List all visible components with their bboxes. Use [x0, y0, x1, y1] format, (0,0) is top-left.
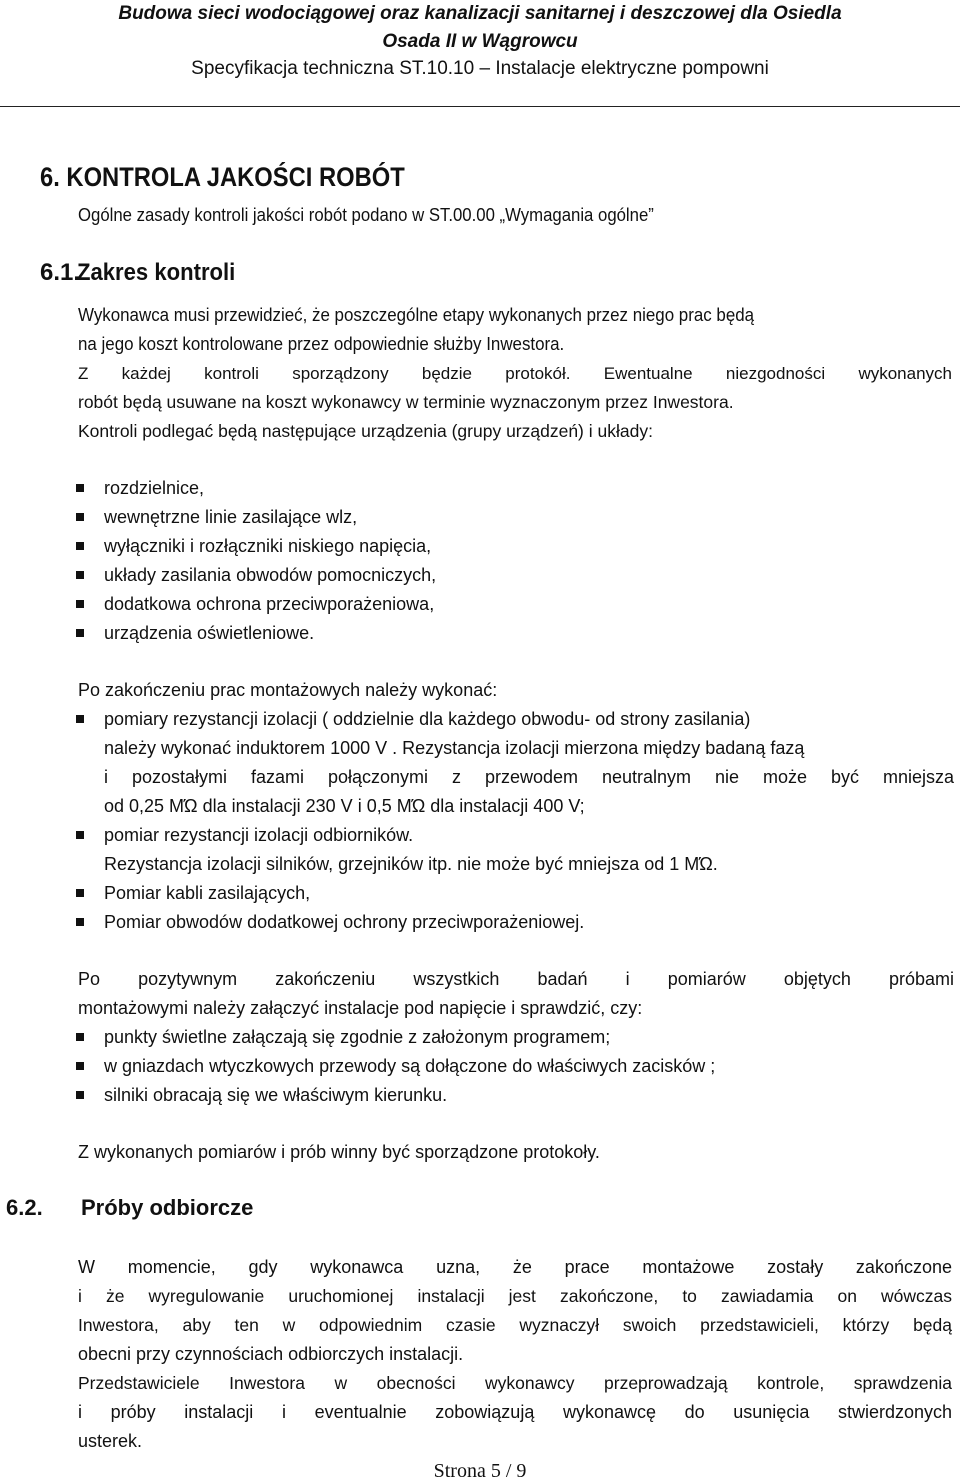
section-6-1-number: 6.1.	[40, 259, 81, 286]
measurements-intro: Po zakończeniu prac montażowych należy wykonać:	[78, 680, 498, 700]
list-item: Pomiar obwodów dodatkowej ochrony przeciwporażeniowej.	[76, 908, 954, 937]
paragraph-line: W momencie, gdy wykonawca uzna, że prace montażowe zostały zakończone	[78, 1257, 952, 1277]
section-6-1-body	[78, 301, 952, 446]
document-header	[0, 0, 960, 108]
paragraph-line: montażowymi należy załączyć instalacje pod napięcie i sprawdzić, czy:	[78, 998, 643, 1018]
list-item-line: należy wykonać induktorem 1000 V . Rezystancja izolacji mierzona między badaną fazą	[104, 738, 805, 758]
list-item: wyłączniki i rozłączniki niskiego napięcia,	[76, 532, 436, 561]
header-project-title: Budowa sieci wodociągowej oraz kanalizacji sanitarnej i deszczowej dla Osiedla	[118, 3, 842, 24]
paragraph-line: usterek.	[78, 1431, 143, 1451]
paragraph-line: obecni przy czynnościach odbiorczych instalacji.	[78, 1344, 464, 1364]
list-item-line: pomiar rezystancji izolacji odbiorników.	[104, 825, 414, 845]
list-item: urządzenia oświetleniowe.	[76, 619, 436, 648]
paragraph-line: Przedstawiciele Inwestora w obecności wykonawcy przeprowadzają kontrole, sprawdzenia	[78, 1373, 952, 1393]
list-item: w gniazdach wtyczkowych przewody są dołączone do właściwych zacisków ;	[76, 1052, 715, 1081]
list-item: silniki obracają się we właściwym kierunku.	[76, 1081, 715, 1110]
list-item-line: Rezystancja izolacji silników, grzejników itp. nie może być mniejsza od 1 MΏ.	[104, 854, 718, 874]
list-item	[76, 821, 954, 879]
list-item-line: pomiary rezystancji izolacji ( oddzielnie dla każdego obwodu- od strony zasilania)	[104, 709, 751, 729]
device-list	[76, 474, 436, 648]
paragraph-line: Po pozytywnym zakończeniu wszystkich badań i pomiarów objętych próbami	[78, 969, 954, 989]
header-specification: Specyfikacja techniczna ST.10.10 – Instalacje elektryczne pompowni	[191, 58, 769, 79]
section-6-2-number: 6.2.	[6, 1195, 43, 1220]
section-6-1-title: Zakres kontroli	[77, 259, 236, 286]
list-item: Pomiar kabli zasilających,	[76, 879, 954, 908]
list-item	[76, 705, 954, 821]
paragraph-line: Kontroli podlegać będą następujące urządzenia (grupy urządzeń) i układy:	[78, 421, 653, 441]
protocols-sentence: Z wykonanych pomiarów i prób winny być sporządzone protokoły.	[78, 1142, 600, 1162]
paragraph-line: Wykonawca musi przewidzieć, że poszczególne etapy wykonanych przez niego prac będą	[78, 305, 755, 325]
list-item: układy zasilania obwodów pomocniczych,	[76, 561, 436, 590]
section-6-2-body	[78, 1253, 952, 1456]
page-number: Strona 5 / 9	[433, 1460, 527, 1482]
list-item: punkty świetlne załączają się zgodnie z założonym programem;	[76, 1023, 715, 1052]
checks-list	[76, 1023, 715, 1110]
paragraph-line: robót będą usuwane na koszt wykonawcy w terminie wyznaczonym przez Inwestora.	[78, 392, 734, 412]
section-6-intro: Ogólne zasady kontroli jakości robót podano w ST.00.00 „Wymagania ogólne”	[78, 205, 654, 225]
header-project-subtitle: Osada II w Wągrowcu	[382, 31, 578, 52]
measurement-list	[76, 705, 954, 937]
list-item: wewnętrzne linie zasilające wlz,	[76, 503, 436, 532]
list-item-line: i pozostałymi fazami połączonymi z przewodem neutralnym nie może być mniejsza	[104, 767, 954, 787]
section-6-heading: 6. KONTROLA JAKOŚCI ROBÓT	[40, 162, 405, 192]
list-item: dodatkowa ochrona przeciwporażeniowa,	[76, 590, 436, 619]
paragraph-line: Inwestora, aby ten w odpowiednim czasie wyznaczył swoich przedstawicieli, którzy będą	[78, 1315, 952, 1335]
paragraph-line: i próby instalacji i eventualnie zobowiązują wykonawcę do usunięcia stwierdzonych	[78, 1402, 952, 1422]
paragraph-line-text: Z każdej kontroli sporządzony będzie protokół. Ewentualne niezgodności wykonanych	[78, 364, 952, 383]
section-6-1-heading	[40, 256, 440, 290]
section-6-2-title: Próby odbiorcze	[81, 1195, 254, 1220]
paragraph-line: na jego koszt kontrolowane przez odpowiednie służby Inwestora.	[78, 334, 565, 354]
list-item-line: od 0,25 MΏ dla instalacji 230 V i 0,5 MΏ dla instalacji 400 V;	[104, 796, 585, 816]
list-item: rozdzielnice,	[76, 474, 436, 503]
paragraph-line: i że wyregulowanie uruchomionej instalacji jest zakończone, to zawiadamia on wówczas	[78, 1286, 952, 1306]
header-divider	[0, 106, 960, 107]
section-6-2-heading	[6, 1192, 406, 1224]
paragraph-line	[78, 359, 952, 388]
positive-result-paragraph	[78, 965, 954, 1023]
